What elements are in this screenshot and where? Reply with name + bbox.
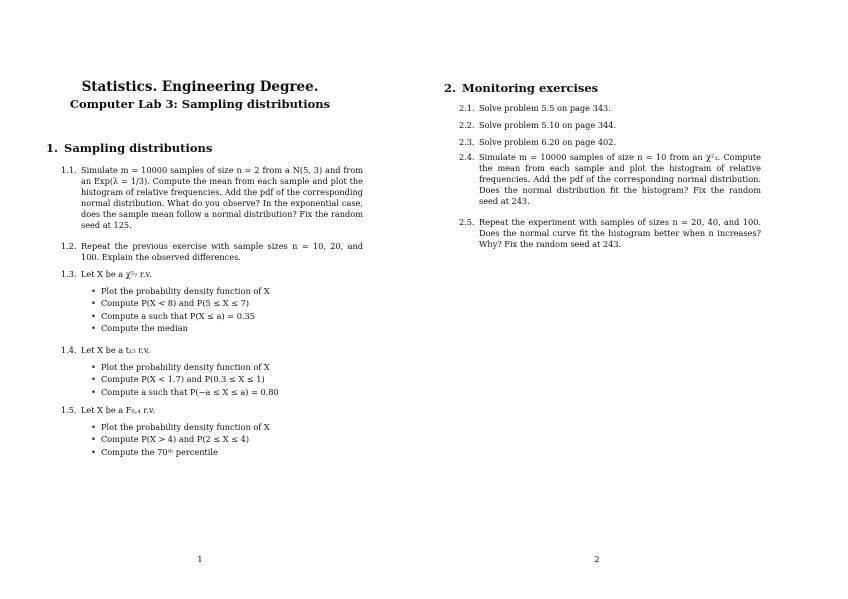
exercise-1-3 [61, 269, 363, 280]
exercise-number: 1.4. [61, 345, 77, 355]
exercise-number: 2.1. [459, 103, 475, 113]
exercise-text: Simulate m = 10000 samples of size n = 2 from a N(5, 3) and from an Exp(λ = 1/3). Compute the mean from each sample and plot the histogram of relative frequencies. Add the pdf of the corresponding normal distribution. What do you observe? In the exponential case, does the sample mean follow a normal distribution? Fix the random seed at 125. [81, 165, 363, 230]
exercise-number: 1.2. [61, 241, 77, 251]
exercise-1-2 [61, 241, 363, 263]
section-number: 2. [444, 81, 457, 95]
exercise-text: Repeat the previous exercise with sample sizes n = 10, 20, and 100. Explain the observed differences. [81, 241, 363, 262]
document-title: Statistics. Engineering Degree. [81, 79, 319, 95]
exercise-1-5-bullets [91, 421, 270, 458]
exercise-2-4 [459, 152, 761, 207]
list-item: • Compute P(X < 8) and P(5 ≤ X ≤ 7) [91, 297, 270, 309]
page-2 [424, 0, 848, 599]
exercise-number: 2.5. [459, 217, 475, 227]
list-item: • Plot the probability density function of X [91, 285, 270, 297]
list-item: • Compute the median [91, 322, 270, 334]
title-block [0, 78, 400, 112]
exercise-text: Let X be a χ²₇ r.v. [81, 269, 152, 279]
exercise-text: Solve problem 6.20 on page 402. [479, 137, 617, 147]
document-subtitle: Computer Lab 3: Sampling distributions [69, 97, 331, 111]
exercise-text: Repeat the experiment with samples of sizes n = 20, 40, and 100. Does the normal curve fit the histogram better when n increases? Why? Fix the random seed at 243. [479, 217, 761, 249]
exercise-2-5 [459, 217, 761, 250]
list-item: • Plot the probability density function of X [91, 421, 270, 433]
exercise-2-3 [459, 137, 761, 148]
list-item: • Compute a such that P(−a ≤ X ≤ a) = 0.80 [91, 386, 279, 398]
section-heading-2 [444, 81, 598, 95]
section-heading-1 [46, 141, 212, 155]
exercise-number: 2.2. [459, 120, 475, 130]
section-number: 1. [46, 141, 59, 155]
exercise-text: Solve problem 5.5 on page 343. [479, 103, 611, 113]
page-number: 1 [197, 555, 203, 565]
exercise-1-1 [61, 165, 363, 230]
exercise-text: Let X be a t₁₅ r.v. [81, 345, 151, 355]
exercise-number: 1.5. [61, 405, 77, 415]
section-title: Sampling distributions [64, 141, 213, 155]
list-item: • Compute P(X < 1.7) and P(0.3 ≤ X ≤ 1) [91, 373, 279, 385]
list-item: • Plot the probability density function of X [91, 361, 279, 373]
list-item: • Compute P(X > 4) and P(2 ≤ X ≤ 4) [91, 433, 270, 445]
page-number: 2 [594, 555, 600, 565]
exercise-2-1 [459, 103, 761, 114]
section-title: Monitoring exercises [462, 81, 599, 95]
exercise-number: 2.3. [459, 137, 475, 147]
list-item: • Compute a such that P(X ≤ a) = 0.35 [91, 310, 270, 322]
exercise-1-4 [61, 345, 363, 356]
exercise-1-4-bullets [91, 361, 279, 398]
exercise-1-3-bullets [91, 285, 270, 334]
list-item: • Compute the 70ᵗʰ percentile [91, 446, 270, 458]
exercise-2-2 [459, 120, 761, 131]
exercise-number: 2.4. [459, 152, 475, 162]
exercise-number: 1.1. [61, 165, 77, 175]
exercise-text: Solve problem 5.10 on page 344. [479, 120, 617, 130]
exercise-number: 1.3. [61, 269, 77, 279]
exercise-1-5 [61, 405, 363, 416]
exercise-text: Let X be a F₆,₄ r.v. [81, 405, 156, 415]
exercise-text: Simulate m = 10000 samples of size n = 10 from an χ²₃. Compute the mean from each sample and plot the histogram of relative frequencies. Add the pdf of the corresponding normal distribution. Does the normal distribution fit the histogram? Fix the random seed at 243. [479, 152, 761, 206]
